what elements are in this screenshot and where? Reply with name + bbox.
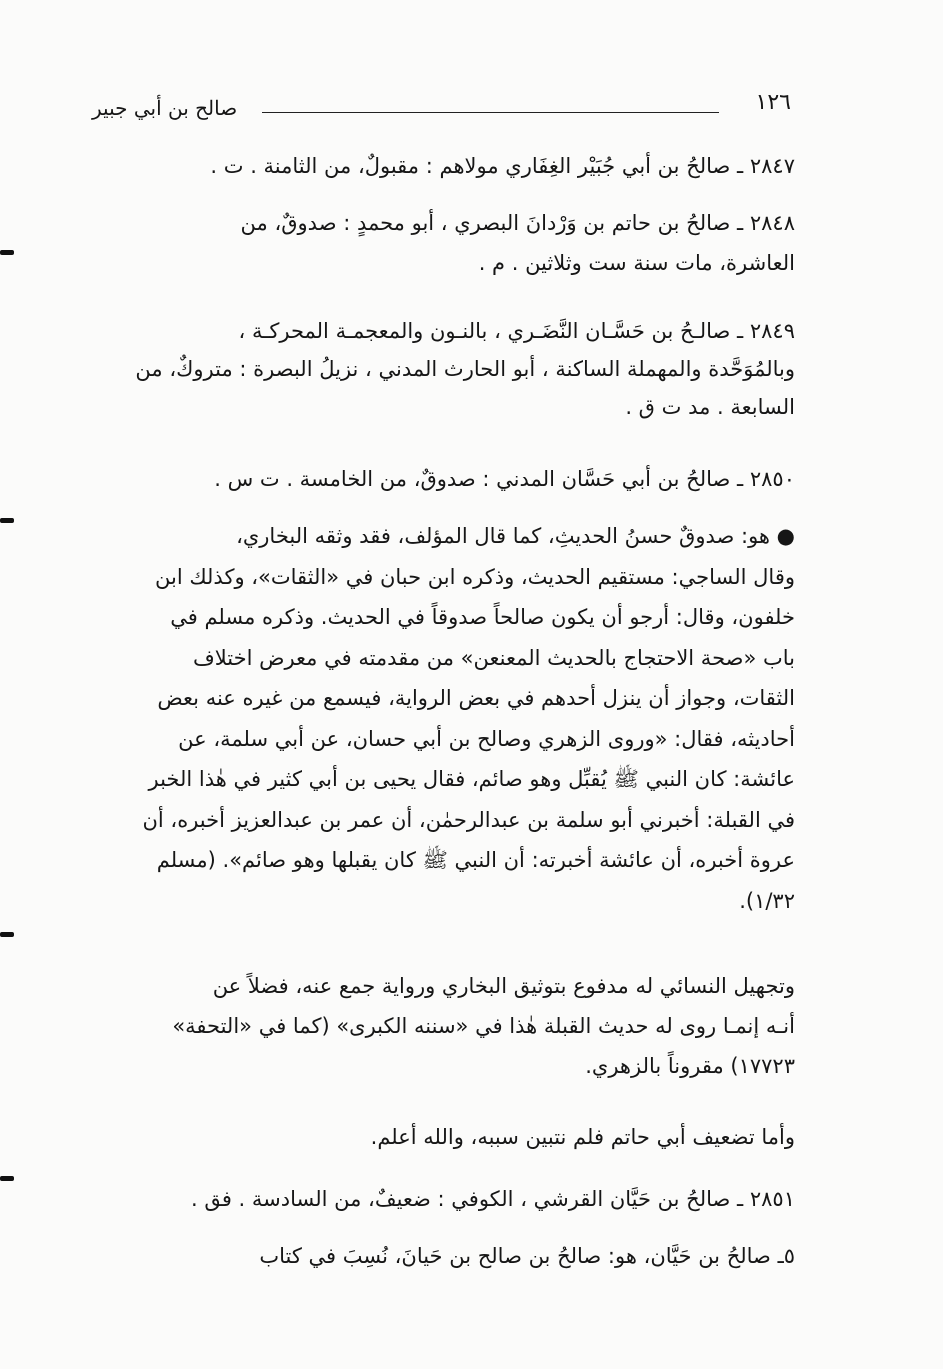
cross-reference-line: ٥ـ صالحُ بن حَيَّان، هو: صالحُ بن صالح بن حَيانَ، نُسِبَ في كتاب: [259, 1244, 795, 1268]
entry-2848-line: العاشرة، مات سنة ست وثلاثين . م .: [478, 251, 795, 275]
entry-2848: [96, 203, 795, 283]
entry-2849: [96, 312, 795, 426]
entry-2850-line: ٢٨٥٠ ـ صالحُ بن أبي حَسَّان المدني : صدوقٌ، من الخامسة . ت س .: [214, 467, 795, 491]
page-header: [92, 90, 791, 130]
entry-2847-line: ٢٨٤٧ ـ صالحُ بن أبي جُبَيْر الغِفَاري مولاهم : مقبولٌ، من الثامنة . ت .: [210, 154, 795, 178]
commentary-line: الثقات، وجواز أن ينزل أحدهم في بعض الرواية، فيسمع من غيره عنه بعض: [157, 686, 795, 710]
entry-2848-line: ٢٨٤٨ ـ صالحُ بن حاتم بن وَرْدانَ البصري ، أبو محمدٍ : صدوقٌ، من: [240, 211, 795, 235]
commentary-line: في القبلة: أخبرني أبو سلمة بن عبدالرحمٰن، أن عمر بن عبدالعزيز أخبره، أن: [142, 807, 795, 832]
binding-mark: [0, 518, 14, 523]
commentary-line: باب «صحة الاحتجاج بالحديث المعنعن» من مقدمته في معرض اختلاف: [192, 645, 795, 670]
entry-2849-line: السابعة . مد ت ق .: [625, 395, 795, 419]
page-number: ١٢٦: [755, 90, 791, 115]
nasai-line: وتجهيل النسائي له مدفوع بتوثيق البخاري ورواية جمع عنه، فضلاً عن: [212, 974, 795, 998]
entry-2849-line: ٢٨٤٩ ـ صالـحُ بن حَسَّـان النَّضَـري ، بالنـون والمعجمـة المحركـة ،: [238, 319, 795, 343]
commentary-line: أحاديثه، فقال: «وروى الزهري وصالح بن أبي حسان، عن أبي سلمة، عن: [178, 726, 795, 751]
entry-cross-reference: [96, 1236, 795, 1276]
abu-hatim-paragraph: [96, 1117, 795, 1157]
nasai-paragraph: [96, 966, 795, 1086]
commentary-line: ١/٣٢).: [739, 888, 795, 913]
header-rule: [262, 112, 719, 113]
binding-mark: [0, 1176, 14, 1181]
nasai-line: ١٧٧٢٣) مقروناً بالزهري.: [585, 1054, 795, 1078]
commentary-line: عروة أخبره، أن عائشة أخبرته: أن النبي ﷺ كان يقبلها وهو صائم». (مسلم: [156, 848, 795, 872]
entry-2850: [96, 459, 795, 499]
commentary-line: وقال الساجي: مستقيم الحديث، وذكره ابن حبان في «الثقات»، وكذلك ابن: [154, 564, 795, 589]
commentary-line: خلفون، وقال: أرجو أن يكون صالحاً صدوقاً في الحديث. وذكره مسلم في: [170, 605, 795, 629]
commentary-2850: [96, 516, 795, 921]
entry-2851: [96, 1179, 795, 1219]
entry-2847: [96, 148, 795, 184]
abu-hatim-line: وأما تضعيف أبي حاتم فلم نتبين سببه، والله أعلم.: [370, 1125, 795, 1149]
entry-2851-line: ٢٨٥١ ـ صالحُ بن حَيَّان القرشي ، الكوفي : ضعيفٌ، من السادسة . فق .: [190, 1187, 795, 1211]
commentary-line: ● هو: صدوقٌ حسنُ الحديثِ، كما قال المؤلف، فقد وثقه البخاري،: [236, 524, 795, 548]
nasai-line: أنـه إنمـا روى له حديث القبلة هٰذا في «سننه الكبرى» (كما في «التحفة»: [172, 1014, 795, 1038]
binding-mark: [0, 932, 14, 937]
commentary-line: عائشة: كان النبي ﷺ يُقبِّل وهو صائم، فقال يحيى بن أبي كثير في هٰذا الخبر: [148, 767, 795, 791]
running-title: صالح بن أبي جبير: [92, 96, 238, 120]
binding-mark: [0, 250, 14, 255]
entry-2849-line: وبالمُوَحَّدة والمهملة الساكنة ، أبو الحارث المدني ، نزيلُ البصرة : متروكٌ، من: [135, 357, 795, 381]
